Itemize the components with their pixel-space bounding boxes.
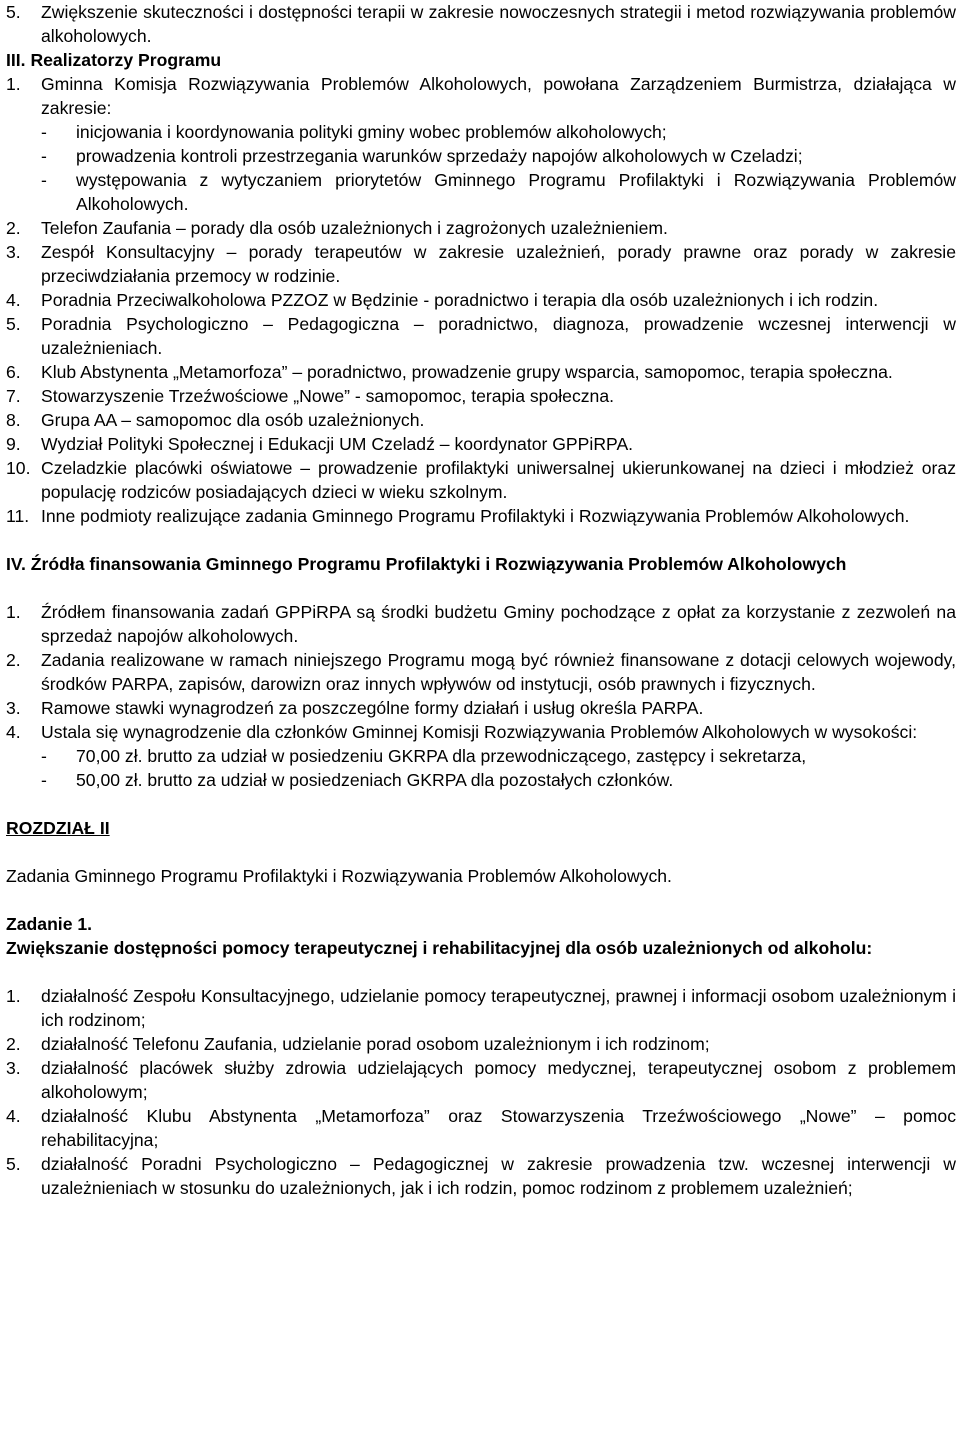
item-number: 4. (6, 1106, 21, 1126)
sub-list-item (41, 768, 956, 792)
spacer (6, 840, 956, 864)
item-text: Czeladzkie placówki oświatowe – prowadzenie profilaktyki uniwersalnej ukierunkowanej na dzieci i młodzież oraz populację rodziców posiadających dzieci w wieku szkolnym. (41, 458, 956, 502)
item-text: Ustala się wynagrodzenie dla członków Gminnej Komisji Rozwiązywania Problemów Alkoholowych w wysokości: (41, 722, 918, 742)
list-item (6, 1032, 956, 1056)
spacer (6, 792, 956, 816)
list-item (6, 600, 956, 648)
item-number: 6. (6, 362, 21, 382)
sub-item-text: występowania z wytyczaniem priorytetów Gminnego Programu Profilaktyki i Rozwiązywania Problemów Alkoholowych. (76, 170, 956, 214)
sub-list-item (41, 744, 956, 768)
list-item (6, 288, 956, 312)
chapter-intro: Zadania Gminnego Programu Profilaktyki i Rozwiązywania Problemów Alkoholowych. (6, 866, 672, 886)
item-number: 7. (6, 386, 21, 406)
list-item (6, 984, 956, 1032)
item-text: Zadania realizowane w ramach niniejszego Programu mogą być również finansowane z dotacji celowych wojewody, środków PARPA, zapisów, darowizn oraz innych wpływów od instytucji, osób prawnych i fizycznych. (41, 650, 956, 694)
list-item (6, 1104, 956, 1152)
list-item (6, 0, 956, 48)
item-number: 3. (6, 1058, 21, 1078)
sub-list-item (41, 144, 956, 168)
list-item (6, 432, 956, 456)
item-number: 4. (6, 290, 21, 310)
list-item (6, 504, 956, 528)
chapter-heading: ROZDZIAŁ II (6, 818, 110, 838)
dash-bullet: - (41, 770, 47, 790)
item-number: 5. (6, 1154, 21, 1174)
list-item (6, 216, 956, 240)
list-item (6, 456, 956, 504)
sub-list-item (41, 168, 956, 216)
list-item (6, 1056, 956, 1104)
list-item (6, 648, 956, 696)
item-number: 4. (6, 722, 21, 742)
task-title: Zwiększanie dostępności pomocy terapeutycznej i rehabilitacyjnej dla osób uzależnionych od alkoholu: (6, 938, 873, 958)
item-number: 1. (6, 74, 21, 94)
list-item (6, 240, 956, 288)
item-number: 10. (6, 458, 31, 478)
item-text: działalność placówek służby zdrowia udzielających pomocy medycznej, terapeutycznej osobom z problemem alkoholowym; (41, 1058, 956, 1102)
dash-bullet: - (41, 746, 47, 766)
sub-item-text: inicjowania i koordynowania polityki gminy wobec problemów alkoholowych; (76, 122, 667, 142)
item-number: 2. (6, 218, 21, 238)
list-item (6, 1152, 956, 1200)
item-text: Wydział Polityki Społecznej i Edukacji UM Czeladź – koordynator GPPiRPA. (41, 434, 634, 454)
item-number: 3. (6, 698, 21, 718)
sub-item-text: prowadzenia kontroli przestrzegania warunków sprzedaży napojów alkoholowych w Czeladzi; (76, 146, 803, 166)
item-number: 5. (6, 314, 21, 334)
sub-item-text: 70,00 zł. brutto za udział w posiedzeniu GKRPA dla przewodniczącego, zastępcy i sekretarza, (76, 746, 807, 766)
item-number: 2. (6, 650, 21, 670)
section-heading: III. Realizatorzy Programu (6, 50, 222, 70)
item-text: Poradnia Psychologiczno – Pedagogiczna – poradnictwo, diagnoza, prowadzenie wczesnej interwencji w uzależnieniach. (41, 314, 956, 358)
spacer (6, 528, 956, 552)
sub-item-text: 50,00 zł. brutto za udział w posiedzeniach GKRPA dla pozostałych członków. (76, 770, 674, 790)
item-text: Grupa AA – samopomoc dla osób uzależnionych. (41, 410, 425, 430)
item-text: Gminna Komisja Rozwiązywania Problemów Alkoholowych, powołana Zarządzeniem Burmistrza, działająca w zakresie: (41, 74, 956, 118)
item-text: Klub Abstynenta „Metamorfoza” – poradnictwo, prowadzenie grupy wsparcia, samopomoc, terapia społeczna. (41, 362, 893, 382)
dash-bullet: - (41, 122, 47, 142)
list-item (6, 384, 956, 408)
sub-list-item (41, 120, 956, 144)
dash-bullet: - (41, 146, 47, 166)
item-text: Ramowe stawki wynagrodzeń za poszczególne formy działań i usług określa PARPA. (41, 698, 704, 718)
item-number: 8. (6, 410, 21, 430)
list-item (6, 696, 956, 720)
list-item (6, 312, 956, 360)
item-number: 3. (6, 242, 21, 262)
document-page (6, 0, 956, 1200)
spacer (6, 576, 956, 600)
item-number: 9. (6, 434, 21, 454)
item-number: 11. (6, 506, 30, 526)
spacer (6, 960, 956, 984)
item-text: działalność Zespołu Konsultacyjnego, udzielanie pomocy terapeutycznej, prawnej i informacji osobom uzależnionym i ich rodzinom; (41, 986, 956, 1030)
item-text: Zwiększenie skuteczności i dostępności terapii w zakresie nowoczesnych strategii i metod rozwiązywania problemów alkoholowych. (41, 2, 956, 46)
item-text: działalność Telefonu Zaufania, udzielanie porad osobom uzależnionym i ich rodzinom; (41, 1034, 710, 1054)
item-text: Telefon Zaufania – porady dla osób uzależnionych i zagrożonych uzależnieniem. (41, 218, 668, 238)
item-text: Źródłem finansowania zadań GPPiRPA są środki budżetu Gminy pochodzące z opłat za korzystanie z zezwoleń na sprzedaż napojów alkoholowych. (41, 602, 956, 646)
item-number: 1. (6, 602, 21, 622)
list-item (6, 720, 956, 792)
list-item (6, 360, 956, 384)
item-number: 5. (6, 2, 21, 22)
item-text: Zespół Konsultacyjny – porady terapeutów w zakresie uzależnień, porady prawne oraz porady w zakresie przeciwdziałania przemocy w rodzinie. (41, 242, 956, 286)
item-text: Poradnia Przeciwalkoholowa PZZOZ w Będzinie - poradnictwo i terapia dla osób uzależnionych i ich rodzin. (41, 290, 879, 310)
list-item (6, 408, 956, 432)
item-text: Stowarzyszenie Trzeźwościowe „Nowe” - samopomoc, terapia społeczna. (41, 386, 614, 406)
item-number: 2. (6, 1034, 21, 1054)
task-label: Zadanie 1. (6, 914, 93, 934)
item-text: Inne podmioty realizujące zadania Gminnego Programu Profilaktyki i Rozwiązywania Problemów Alkoholowych. (41, 506, 910, 526)
item-text: działalność Klubu Abstynenta „Metamorfoza” oraz Stowarzyszenia Trzeźwościowego „Nowe” – pomoc rehabilitacyjna; (41, 1106, 956, 1150)
list-item (6, 72, 956, 216)
spacer (6, 888, 956, 912)
item-number: 1. (6, 986, 21, 1006)
item-text: działalność Poradni Psychologiczno – Pedagogicznej w zakresie prowadzenia tzw. wczesnej interwencji w uzależnieniach w stosunku do uzależnionych, jak i ich rodzin, pomoc rodzinom z problemem uzależnień; (41, 1154, 956, 1198)
dash-bullet: - (41, 170, 47, 190)
section-heading: IV. Źródła finansowania Gminnego Programu Profilaktyki i Rozwiązywania Problemów Alkoholowych (6, 554, 847, 574)
